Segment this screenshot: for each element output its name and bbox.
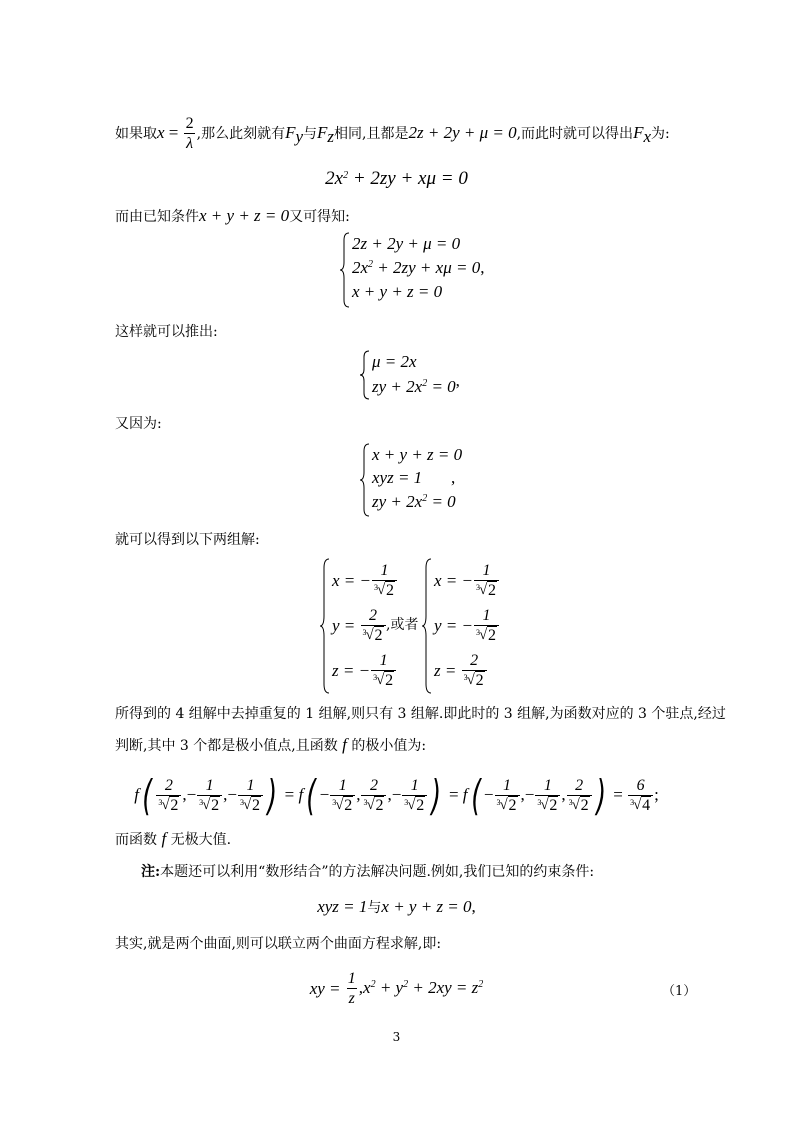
solution-left-x: x = − 1 3 √ 2: [332, 562, 398, 600]
equation-number: （1）: [662, 984, 697, 999]
system-2-row-2: zy + $2x^2 = 0^,$: [372, 371, 460, 396]
para-4: 又因为:: [115, 416, 162, 432]
solution-right-y: y = − 1 3 √ 2: [434, 607, 500, 645]
system-1-row-3: x + y + z = 0: [352, 282, 443, 301]
equation-1: $2x^2 + 2zy + x\mu = 0$: [325, 168, 468, 189]
para-2: 而由已知条件x + y + z = 0又可得知:: [115, 206, 350, 225]
page-number: 3: [392, 1030, 401, 1044]
equation-3: xy = $\frac{1}{z}$ $,x^2 + y^2 + 2xy = z^2$: [309, 970, 484, 1008]
para-7: 而函数 f 无极大值.: [115, 829, 232, 848]
system-3-row-1: x + y + z = 0: [372, 445, 463, 464]
left-brace: [360, 350, 370, 400]
solution-left-y: y = 2 3 √ 2: [332, 607, 387, 645]
solution-right-x: x = − 1 3 √ 2: [434, 562, 500, 600]
system-3-row-2: xyz = 1: [372, 468, 423, 487]
para-1: 如果取x = $\frac{2}{\lambda}$ ,那么此刻就有$F_y$与$F_z$相同,且都是2z + 2y + μ = 0,而此时就可以得出$F_x$为:: [115, 115, 670, 152]
system-1-row-2: $2x^2 + 2zy + x\mu = 0$,: [352, 258, 485, 277]
system-1-row-1: 2z + 2y + μ = 0: [352, 234, 461, 253]
fraction-2-over-lambda: $\frac{2}{\lambda}$: [185, 115, 194, 152]
para-6-line-2: 判断,其中 3 个都是极小值点,且函数 f 的极小值为:: [115, 735, 427, 754]
left-brace: [422, 558, 432, 694]
left-brace: [360, 443, 370, 517]
system-1: [340, 232, 500, 308]
solution-right-z: z = 2 3 √ 2: [434, 652, 488, 690]
solution-left-z: z = − 1 3 √ 2: [332, 652, 397, 690]
note-paragraph: 注:本题还可以利用“数形结合”的方法解决问题.例如,我们已知的约束条件:: [141, 864, 595, 880]
system-2: [360, 350, 480, 400]
para-6-line-1: 所得到的 4 组解中去掉重复的 1 组解,则只有 3 组解.即此时的 3 组解,为函数对应的 3 个驻点,经过: [115, 706, 726, 722]
system-3-row-3: zy + $2x^2 = 0$: [372, 492, 456, 511]
system-3: [360, 443, 480, 517]
constraint-equation: xyz = 1与x + y + z = 0,: [317, 897, 476, 916]
minimum-value-equation: f( 2 3 √ 2 ,− 1 3 √ 2 ,− 1 3 √ 2 ) = f( − 1 3 √ 2 , 2 3 √ 2 ,− 1 3 √ 2 ) = f( − 1 3 √ 2 ,− 1 3 √ 2 , 2 3 √ 2 ) = 6 3 √ 4 ;: [134, 771, 659, 821]
para-5: 就可以得到以下两组解:: [115, 532, 260, 548]
left-brace: [320, 558, 330, 694]
system-2-row-1: μ = 2x: [372, 352, 417, 371]
left-brace: [340, 232, 350, 308]
solution-system-right: [422, 558, 502, 694]
para-3: 这样就可以推出:: [115, 324, 218, 340]
system-3-comma: ,: [451, 468, 456, 487]
solution-or: ,或者: [386, 617, 419, 633]
para-8: 其实,就是两个曲面,则可以联立两个曲面方程求解,即:: [115, 936, 442, 952]
note-label: 注:: [141, 864, 161, 880]
